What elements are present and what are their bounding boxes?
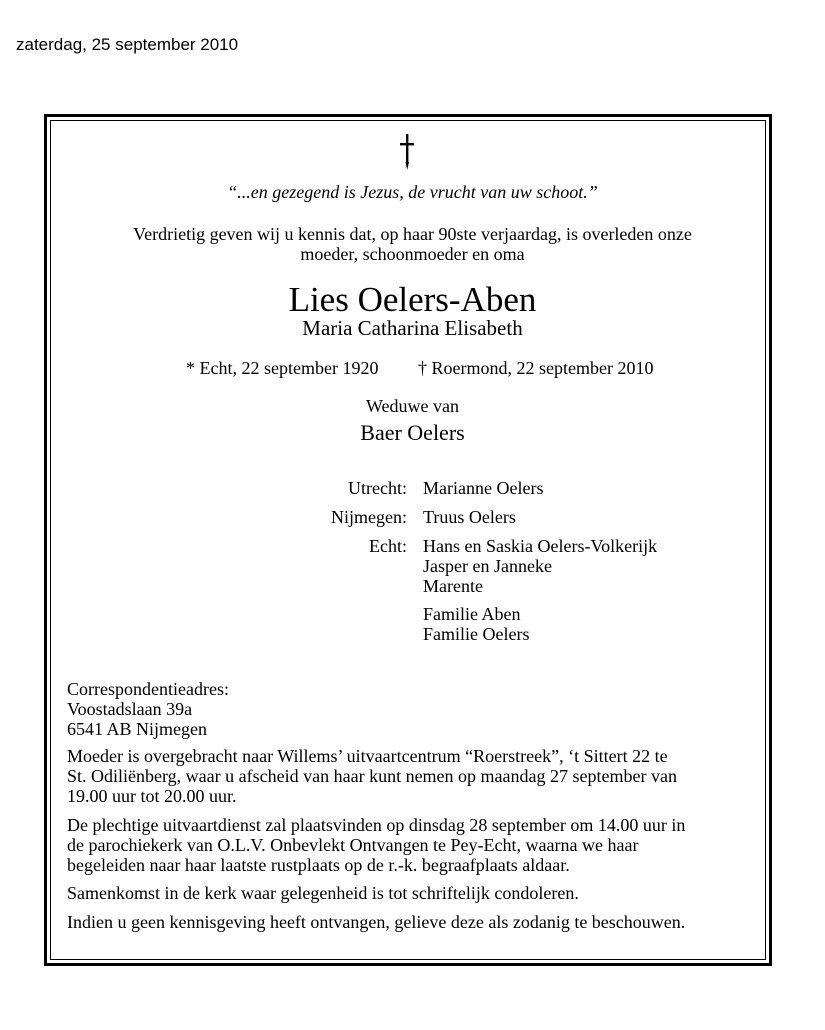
intro-line: Verdrietig geven wij u kennis dat, op haar 90ste verjaardag, is overleden onze <box>133 224 692 244</box>
publication-date: zaterdag, 25 september 2010 <box>16 35 239 54</box>
correspondence-address <box>67 679 229 739</box>
family-names <box>423 536 657 596</box>
address-line: 6541 AB Nijmegen <box>67 719 207 739</box>
paragraph-line: Samenkomst in de kerk waar gelegenheid is tot schriftelijk condoleren. <box>67 883 579 903</box>
family-name: Marente <box>423 576 483 596</box>
family-name: Jasper en Janneke <box>423 556 552 576</box>
funeral-paragraph <box>67 815 685 875</box>
intro-line: moeder, schoonmoeder en oma <box>300 244 525 264</box>
paragraph-line: De plechtige uitvaartdienst zal plaatsvinden op dinsdag 28 september om 14.00 uur in <box>67 815 686 835</box>
spouse-name: Baer Oelers <box>360 420 465 445</box>
paragraph-line: Moeder is overgebracht naar Willems’ uitvaartcentrum “Roerstreek”, ‘t Sittert 22 te <box>67 746 668 766</box>
family-name: Familie Oelers <box>423 624 530 644</box>
paragraph-line: St. Odiliënberg, waar u afscheid van haar kunt nemen op maandag 27 september van <box>67 766 677 786</box>
family-name: Hans en Saskia Oelers-Volkerijk <box>423 536 658 556</box>
paragraph-line: begeleiden naar haar laatste rustplaats op de r.-k. begraafplaats aldaar. <box>67 855 570 875</box>
paragraph-line: Indien u geen kennisgeving heeft ontvangen, gelieve deze als zodanig te beschouwen. <box>67 912 686 932</box>
family-place: Nijmegen: <box>331 507 407 527</box>
announcement-intro <box>0 224 825 264</box>
address-line: Correspondentieadres: <box>67 679 229 699</box>
paragraph-line: 19.00 uur tot 20.00 uur. <box>67 786 237 806</box>
viewing-paragraph <box>67 746 677 806</box>
family-names <box>423 604 529 644</box>
family-place: Utrecht: <box>348 478 407 498</box>
family-name: Marianne Oelers <box>423 478 544 498</box>
family-name: Familie Aben <box>423 604 521 624</box>
family-place: Echt: <box>369 536 407 556</box>
family-name: Truus Oelers <box>423 507 516 527</box>
paragraph-line: de parochiekerk van O.L.V. Onbevlekt Ontvangen te Pey-Echt, waarna we haar <box>67 835 639 855</box>
deceased-name: Lies Oelers-Aben <box>288 280 537 319</box>
address-line: Voostadslaan 39a <box>67 699 193 719</box>
gathering-paragraph <box>67 883 579 903</box>
cross-icon <box>397 132 417 172</box>
death-date: † Roermond, 22 september 2010 <box>418 358 654 378</box>
birth-date: * Echt, 22 september 1920 <box>186 358 379 378</box>
bible-quote: “...en gezegend is Jezus, de vrucht van uw schoot.” <box>227 182 598 202</box>
widow-label: Weduwe van <box>365 396 459 416</box>
given-names: Maria Catharina Elisabeth <box>302 316 523 340</box>
notification-paragraph <box>67 912 685 932</box>
